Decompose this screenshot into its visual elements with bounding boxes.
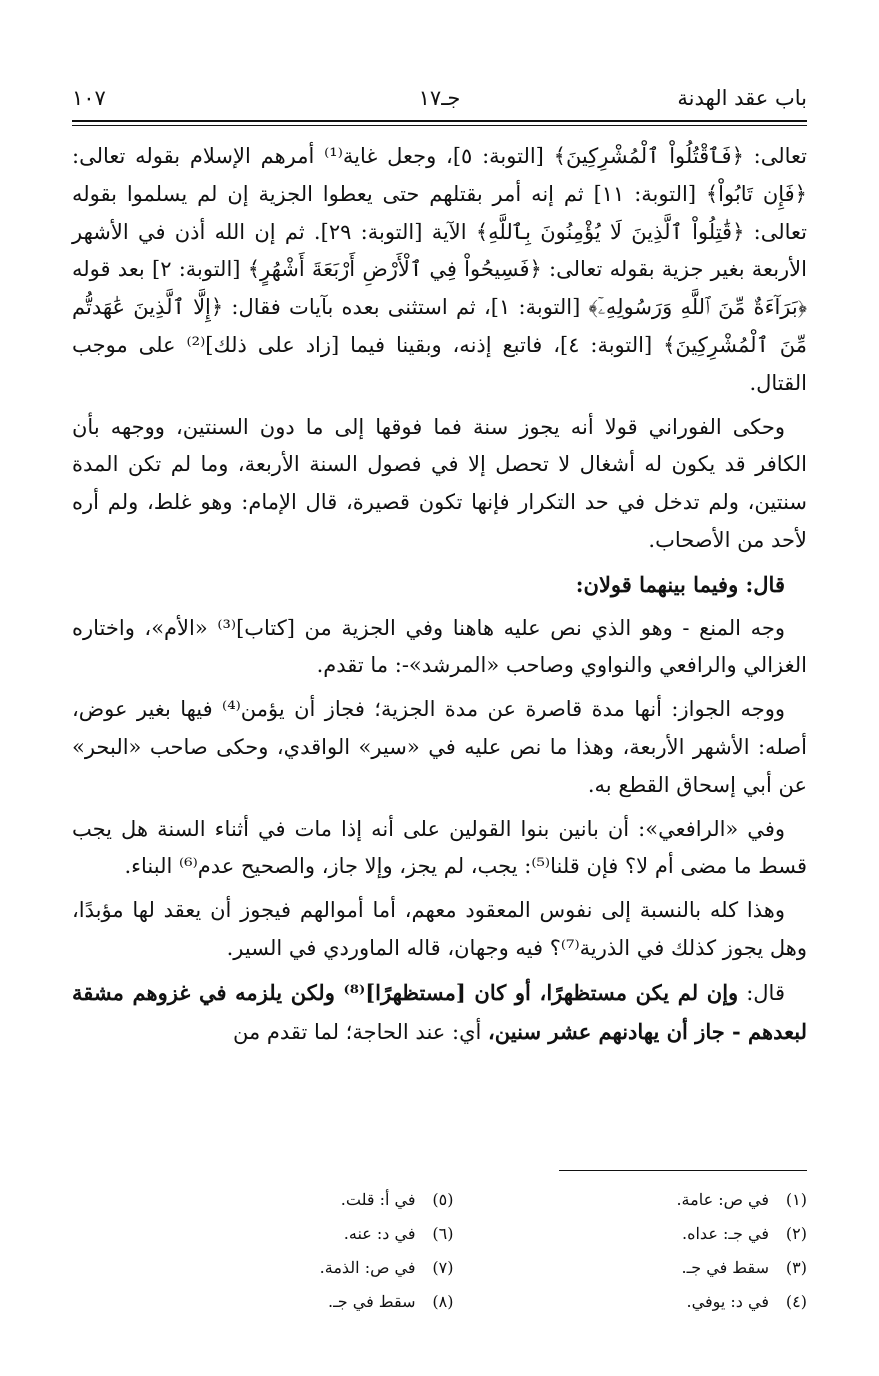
paragraph-6: وفي «الرافعي»: أن بانين بنوا القولين على أنه إذا مات في أثناء السنة هل يجب قسط ما مضى أم لا؟ فإن قلنا⁽⁵⁾: يجب، لم يجز، وإلا جاز، والصحيح عدم⁽⁶⁾ البناء. <box>72 816 807 879</box>
footnote-column-right <box>454 1183 808 1319</box>
footnote-item: (٤)في د: يوفي. <box>686 1292 807 1311</box>
footnote-column-left <box>100 1183 454 1319</box>
paragraph-8-lead: قال: <box>738 980 785 1005</box>
header-rule-thin <box>72 125 807 126</box>
chapter-title: باب عقد الهدنة <box>677 86 807 110</box>
main-text <box>72 138 807 1057</box>
paragraph-5: ووجه الجواز: أنها مدة قاصرة عن مدة الجزية؛ فجاز أن يؤمن⁽⁴⁾ فيها بغير عوض، أصله: الأشهر الأربعة، وهذا ما نص عليه في «سير» الواقدي، وحكى صاحب «البحر» عن أبي إسحاق القطع به. <box>72 697 807 797</box>
paragraph-4: وجه المنع - وهو الذي نص عليه هاهنا وفي الجزية من [كتاب]⁽³⁾ «الأم»، واختاره الغزالي والرافعي والنواوي وصاحب «المرشد»-: ما تقدم. <box>72 615 807 678</box>
header-rule-thick <box>72 120 807 122</box>
footnote-item: (٣)سقط في جـ. <box>681 1258 807 1277</box>
paragraph-3: قال: وفيما بينهما قولان: <box>575 571 785 597</box>
running-header <box>72 86 807 120</box>
paragraph-1: تعالى: ﴿فَٱقْتُلُواْ ٱلْمُشْرِكِينَ﴾ [التوبة: ٥]، وجعل غاية⁽¹⁾ أمرهم الإسلام بقوله تعالى: ﴿فَإِن تَابُواْ﴾ [التوبة: ١١] ثم إنه أمر بقتلهم حتى يعطوا الجزية إن لم يسلموا بقوله تعالى: ﴿قَٰتِلُواْ ٱلَّذِينَ لَا يُؤْمِنُونَ بِٱللَّهِ﴾ الآية [التوبة: ٢٩]. ثم إن الله أذن في الأشهر الأربعة بغير جزية بقوله تعالى: ﴿فَسِيحُواْ فِي ٱلْأَرْضِ أَرْبَعَةَ أَشْهُرٍ﴾ [التوبة: ٢] بعد قوله ﴿بَرَآءَةٌ مِّنَ ٱللَّهِ وَرَسُولِهِۦٓ﴾ [التوبة: ١]، ثم استثنى بعده بآيات فقال: ﴿إِلَّا ٱلَّذِينَ عَٰهَدتُّم مِّنَ ٱلْمُشْرِكِينَ﴾ [التوبة: ٤]، فاتبع إذنه، وبقينا فيما [زاد على ذلك]⁽²⁾ على موجب القتال. <box>72 144 808 395</box>
paragraph-8-tail: أي: عند الحاجة؛ لما تقدم من <box>232 1019 489 1044</box>
paragraph-8 <box>72 974 807 1052</box>
footnotes <box>100 1183 807 1319</box>
volume-label: جـ١٧ <box>418 86 461 110</box>
footnote-item: (٦)في د: عنه. <box>343 1224 454 1243</box>
page-number: ١٠٧ <box>72 86 106 110</box>
paragraph-7: وهذا كله بالنسبة إلى نفوس المعقود معهم، أما أموالهم فيجوز أن يعقد لها مؤبدًا، وهل يجوز كذلك في الذرية⁽⁷⁾؟ فيه وجهان، قاله الماوردي في السير. <box>72 898 807 960</box>
paragraph-2: وحكى الفوراني قولا أنه يجوز سنة فما فوقها إلى ما دون السنتين، ووجهه بأن الكافر قد يكون له أشغال لا تحصل إلا في فصول السنة الأربعة، وما لم تكن المدة سنتين، ولم تدخل في حد التكرار فإنها تكون قصيرة، قال الإمام: وهو غلط، ولم أره لأحد من الأصحاب. <box>72 414 807 552</box>
footnote-item: (٥)في أ: قلت. <box>340 1190 454 1209</box>
paragraph-8-matn: وإن لم يكن مستظهرًا، أو كان [مستظهرًا]⁽⁸⁾ ولكن يلزمه في غزوهم مشقة لبعدهم - جاز أن يهادنهم عشر سنين، <box>72 979 807 1044</box>
footnote-item: (٢)في جـ: عداه. <box>682 1224 807 1243</box>
footnote-item: (١)في ص: عامة. <box>676 1190 807 1209</box>
footnote-item: (٨)سقط في جـ. <box>327 1292 454 1311</box>
footnote-rule <box>559 1170 807 1171</box>
footnote-item: (٧)في ص: الذمة. <box>319 1258 454 1277</box>
